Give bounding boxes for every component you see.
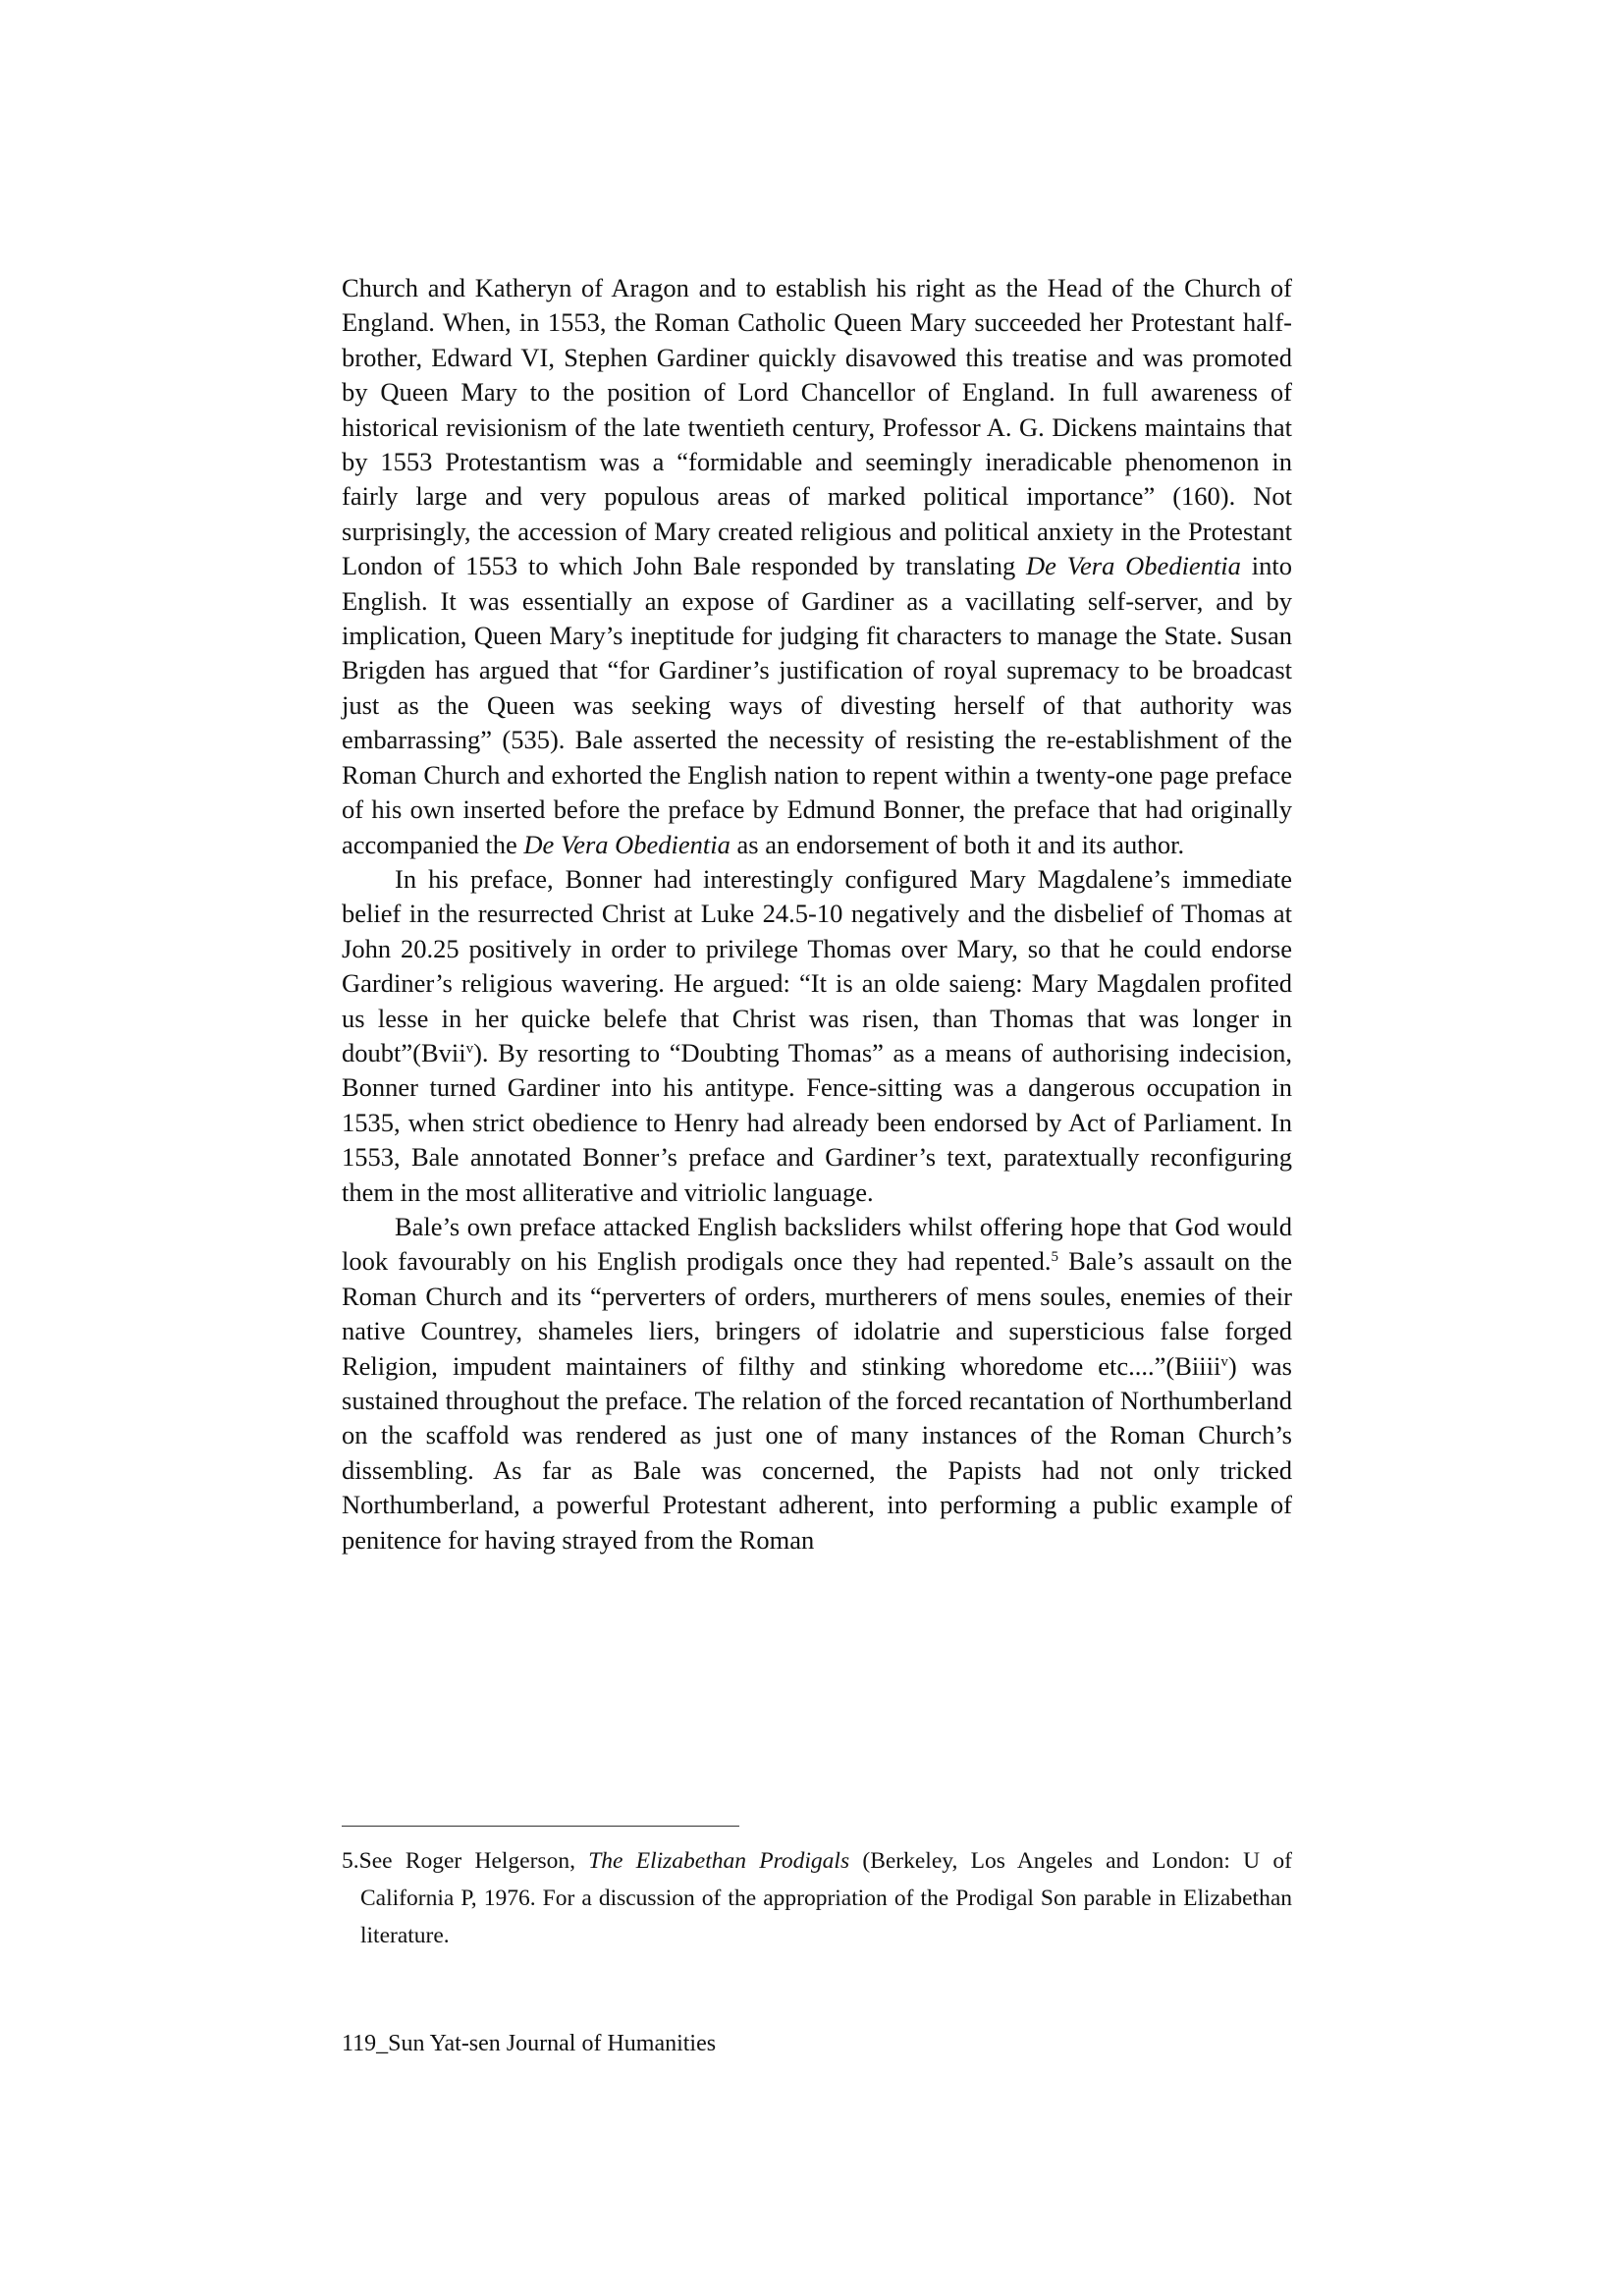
main-text — [342, 271, 1292, 1558]
folio-superscript: v — [1220, 1353, 1228, 1370]
paragraph-1-text-c: as an endorsement of both it and its author. — [730, 829, 1185, 859]
footnote-5 — [342, 1842, 1292, 1954]
paragraph-2 — [342, 862, 1292, 1210]
paragraph-1 — [342, 271, 1292, 862]
paragraph-1-text-b: into English. It was essentially an expose of Gardiner as a vacillating self-server, and by implication, Queen Mary’s ineptitude for judging fit characters to manage the State. Susan Brigden has argued that “for Gardiner’s justification of royal supremacy to be broadcast just as the Queen was seeking ways of divesting herself of that authority was embarrassing” (535). Bale asserted the necessity of resisting the re-establishment of the Roman Church and exhorted the English nation to repent within a twenty-one page preface of his own inserted before the preface by Edmund Bonner, the preface that had originally accompanied the — [342, 551, 1292, 859]
paragraph-3 — [342, 1210, 1292, 1558]
footnote-reference[interactable]: 5 — [1051, 1249, 1058, 1266]
paragraph-2-text-b: ). By resorting to “Doubting Thomas” as a means of authorising indecision, Bonner turned Gardiner into his antitype. Fence-sitting was a dangerous occupation in 1535, when strict obedience to Henry had already been endorsed by Act of Parliament. In 1553, Bale annotated Bonner’s preface and Gardiner’s text, paratextually reconfiguring them in the most alliterative and vitriolic language. — [342, 1037, 1292, 1207]
paragraph-3-text-a: Bale’s own preface attacked English backsliders whilst offering hope that God would look favourably on his English prodigals once they had repented. — [342, 1211, 1292, 1277]
page-footer: 119_Sun Yat-sen Journal of Humanities — [342, 2031, 717, 2056]
paragraph-3-text-b: Bale’s assault on the Roman Church and its “perverters of orders, murtherers of mens soules, enemies of their native Countrey, shameles liers, bringers of idolatrie and supersticious false forged Religion, impudent maintainers of filthy and stinking whoredome etc....”(Biiii — [342, 1246, 1292, 1381]
footnote-text-b: (Berkeley, Los Angeles and London: U of California P, 1976. For a discussion of the appropriation of the Prodigal Son parable in Elizabethan literature. — [360, 1848, 1292, 1948]
footnote-divider — [342, 1826, 739, 1827]
paragraph-2-text-a: In his preface, Bonner had interestingly configured Mary Magdalene’s immediate belief in the resurrected Christ at Luke 24.5-10 negatively and the disbelief of Thomas at John 20.25 positively in order to privilege Thomas over Mary, so that he could endorse Gardiner’s religious wavering. He argued: “It is an olde saieng: Mary Magdalen profited us lesse in her quicke belefe that Christ was risen, than Thomas that was longer in doubt”(Bvii — [342, 863, 1292, 1067]
footnote-book-title: The Elizabethan Prodigals — [588, 1848, 850, 1874]
folio-superscript: v — [465, 1040, 474, 1057]
footnote-text-a: 5.See Roger Helgerson, — [342, 1848, 589, 1874]
book-title: De Vera Obedientia — [1026, 551, 1241, 581]
paragraph-3-text-c: ) was sustained throughout the preface. The relation of the forced recantation of Northumberland on the scaffold was rendered as just one of many instances of the Roman Church’s dissembling. As far as Bale was concerned, the Papists had not only tricked Northumberland, a powerful Protestant adherent, into performing a public example of penitence for having strayed from the Roman — [342, 1350, 1292, 1555]
paragraph-1-text-a: Church and Katheryn of Aragon and to establish his right as the Head of the Church of England. When, in 1553, the Roman Catholic Queen Mary succeeded her Protestant half-brother, Edward VI, Stephen Gardiner quickly disavowed this treatise and was promoted by Queen Mary to the position of Lord Chancellor of England. In full awareness of historical revisionism of the late twentieth century, Professor A. G. Dickens maintains that by 1553 Protestantism was a “formidable and seemingly ineradicable phenomenon in fairly large and very populous areas of marked political importance” (160). Not surprisingly, the accession of Mary created religious and political anxiety in the Protestant London of 1553 to which John Bale responded by translating — [342, 273, 1292, 581]
book-title: De Vera Obedientia — [523, 829, 730, 859]
